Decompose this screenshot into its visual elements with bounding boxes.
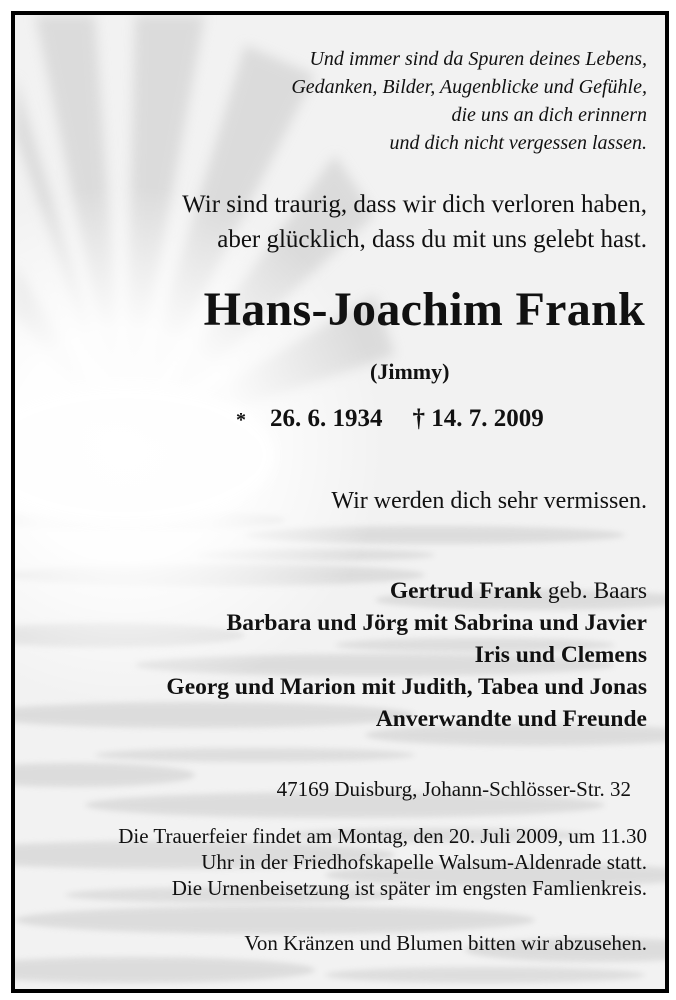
widow-name: Gertrud Frank	[389, 578, 542, 604]
wreath-request: Von Kränzen und Blumen bitten wir abzusehen.	[244, 931, 647, 955]
death-cross-icon: †	[412, 405, 425, 432]
quote-line: und dich nicht vergessen lassen.	[389, 132, 647, 154]
family-line-widow	[166, 575, 647, 607]
life-dates	[236, 405, 544, 433]
widow-maiden-name: geb. Baars	[547, 578, 647, 604]
quote-line: die uns an dich erinnern	[451, 104, 647, 126]
service-line: Uhr in der Friedhofskapelle Walsum-Aldenrade statt.	[201, 850, 647, 874]
intro-line: Wir sind traurig, dass wir dich verloren haben,	[182, 191, 647, 218]
deceased-name: Hans-Joachim Frank	[203, 283, 645, 336]
quote-line: Und immer sind da Spuren deines Lebens,	[309, 48, 647, 70]
birth-star-icon: *	[236, 409, 246, 431]
death-date: 14. 7. 2009	[431, 405, 544, 432]
obituary-notice	[11, 11, 669, 993]
service-line: Die Trauerfeier findet am Montag, den 20. Juli 2009, um 11.30	[118, 824, 647, 848]
deceased-nickname: (Jimmy)	[370, 359, 450, 384]
birth-date: 26. 6. 1934	[270, 405, 383, 432]
family-line: Georg und Marion mit Judith, Tabea und Jonas	[166, 674, 647, 700]
address: 47169 Duisburg, Johann-Schlösser-Str. 32	[276, 777, 631, 801]
memorial-quote	[291, 45, 647, 157]
service-line: Die Urnenbeisetzung ist später im engsten Famlienkreis.	[171, 876, 647, 900]
miss-text: Wir werden dich sehr vermissen.	[331, 488, 647, 514]
family-line: Iris und Clemens	[474, 642, 647, 668]
quote-line: Gedanken, Bilder, Augenblicke und Gefühle,	[291, 76, 647, 98]
intro-text	[182, 187, 647, 257]
family-list	[166, 575, 647, 735]
family-line: Anverwandte und Freunde	[375, 706, 647, 732]
intro-line: aber glücklich, dass du mit uns gelebt hast.	[217, 226, 647, 253]
funeral-service-info	[118, 823, 647, 901]
family-line: Barbara und Jörg mit Sabrina und Javier	[226, 610, 647, 636]
